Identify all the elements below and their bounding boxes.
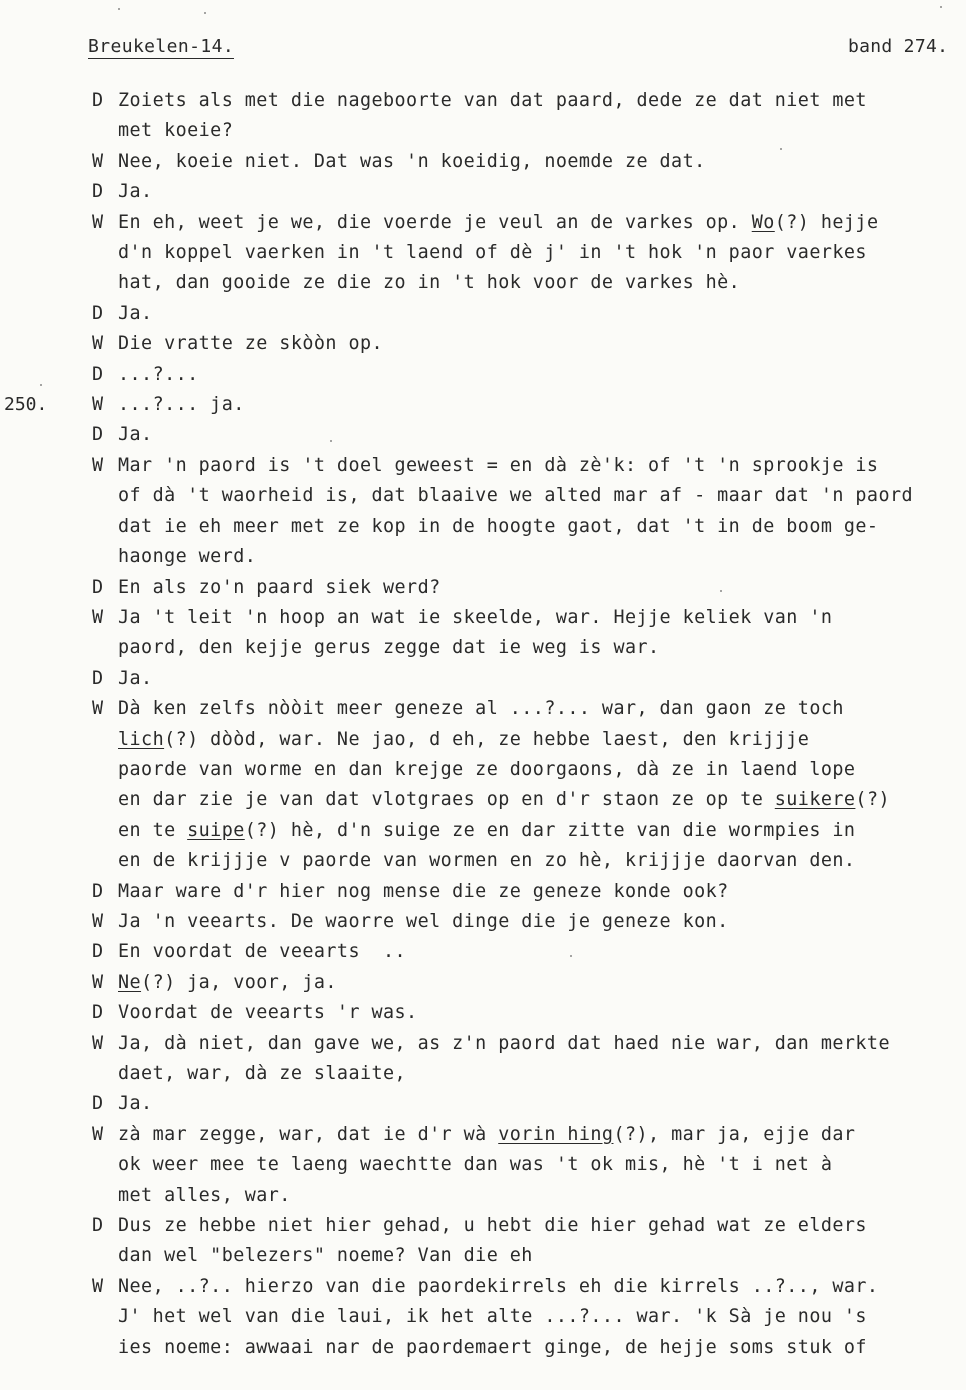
line-text [118, 360, 958, 390]
transcript-line [92, 573, 958, 603]
underlined-word: suikere [774, 789, 856, 811]
text-segment: (?) hè, d'n suige ze en dar zitte van die wormpies in [244, 819, 856, 841]
line-text [118, 512, 958, 542]
line-text [118, 116, 958, 146]
line-text [118, 633, 958, 663]
text-segment: ...?... [118, 363, 199, 385]
transcript-line [92, 998, 958, 1028]
transcript-line [92, 268, 958, 298]
text-segment: Ja 'n veearts. De waorre wel dinge die je geneze kon. [118, 910, 729, 932]
transcript-line [92, 238, 958, 268]
text-segment: Nee, ..?.. hierzo van die paordekirrels eh die kirrels ..?.., war. [118, 1275, 879, 1297]
line-text [118, 998, 958, 1028]
transcript-line [92, 1089, 958, 1119]
text-segment: dan wel "belezers" noeme? Van die eh [118, 1245, 533, 1267]
transcript-line [92, 785, 958, 815]
text-segment: en dar zie je van dat vlotgraes op en d'r staon ze op te [118, 789, 775, 811]
line-text [118, 268, 958, 298]
scan-speck [204, 12, 206, 14]
line-text [118, 846, 958, 876]
speaker-label: D [92, 302, 104, 324]
speaker-indent [92, 1150, 118, 1180]
speaker-label: D [92, 880, 104, 902]
text-segment: zà mar zegge, war, dat ie d'r wà [118, 1123, 499, 1145]
speaker-indent [92, 268, 118, 298]
transcript-line [92, 116, 958, 146]
text-segment: Ja, dà niet, dan gave we, as z'n paord dat haed nie war, dan merkte [118, 1032, 890, 1054]
scan-speck [40, 384, 42, 386]
line-text [118, 208, 958, 238]
text-segment: Nee, koeie niet. Dat was 'n koeidig, noemde ze dat. [118, 150, 706, 172]
text-segment: En eh, weet je we, die voerde je veul an de varkes op. [118, 211, 752, 233]
line-text [118, 1181, 958, 1211]
transcript-line [92, 968, 958, 998]
text-segment: Zoiets als met die nageboorte van dat paard, dede ze dat niet met [118, 90, 867, 111]
underlined-word: lich [118, 728, 165, 750]
speaker-label: D [92, 1002, 104, 1024]
margin-line-number: 250. [4, 394, 48, 415]
line-text [118, 968, 958, 998]
text-segment: met koeie? [118, 120, 234, 142]
header-location: Breukelen-14. [88, 36, 235, 57]
text-segment: J' het wel van die laui, ik het alte ...?... war. 'k Sà je nou 's [118, 1306, 867, 1328]
speaker-indent [92, 116, 118, 146]
speaker-indent [92, 1333, 118, 1363]
line-text [118, 1211, 958, 1241]
speaker-label: W [92, 1032, 104, 1054]
transcript-line [92, 1029, 958, 1059]
transcript-line [92, 907, 958, 937]
transcript-line [92, 512, 958, 542]
speaker-label: W [92, 1123, 104, 1145]
text-segment: paord, den kejje gerus zegge dat ie weg is war. [118, 637, 660, 659]
speaker-label: W [92, 698, 104, 720]
text-segment: Voordat de veearts 'r was. [118, 1002, 418, 1024]
speaker-label: D [92, 1215, 104, 1237]
speaker-label: W [92, 333, 104, 355]
underlined-word: Wo [751, 211, 775, 233]
transcript-line [92, 664, 958, 694]
transcript-line [92, 208, 958, 238]
transcript-line [92, 1302, 958, 1332]
line-text [118, 1150, 958, 1180]
text-segment: Dus ze hebbe niet hier gehad, u hebt die hier gehad wat ze elders [118, 1215, 867, 1237]
line-text [118, 664, 958, 694]
text-segment: ok weer mee te laeng waechtte dan was 't ok mis, hè 't i net à [118, 1154, 833, 1176]
line-text [118, 573, 958, 603]
speaker-indent [92, 1302, 118, 1332]
scan-speck [940, 6, 942, 8]
speaker-label: D [92, 941, 104, 963]
transcript-line [92, 420, 958, 450]
line-text [118, 907, 958, 937]
transcript-line [92, 86, 958, 116]
speaker-indent [92, 1241, 118, 1271]
speaker-label: W [92, 211, 104, 233]
text-segment: (?) hejje [774, 211, 879, 233]
text-segment: Ja. [118, 424, 153, 446]
transcript-line [92, 1120, 958, 1150]
transcript-body [92, 86, 958, 1363]
speaker-label: D [92, 90, 104, 111]
text-segment: hat, dan gooide ze die zo in 't hok voor de varkes hè. [118, 272, 741, 294]
line-text [118, 390, 958, 420]
speaker-label: D [92, 576, 104, 598]
line-text [118, 1059, 958, 1089]
line-text [118, 147, 958, 177]
text-segment: En als zo'n paard siek werd? [118, 576, 441, 598]
speaker-indent [92, 1181, 118, 1211]
header-tape-number: band 274. [848, 36, 949, 57]
speaker-label: W [92, 606, 104, 628]
text-segment: En voordat de veearts .. [118, 941, 407, 963]
text-segment: met alles, war. [118, 1184, 291, 1206]
text-segment: ...?... ja. [118, 394, 245, 416]
transcript-line [92, 1181, 958, 1211]
transcript-line [92, 937, 958, 967]
line-text [118, 1029, 958, 1059]
line-text [118, 755, 958, 785]
text-segment: Mar 'n paord is 't doel geweest = en dà zè'k: of 't 'n sprookje is [118, 454, 879, 476]
speaker-label: W [92, 454, 104, 476]
transcript-line [92, 177, 958, 207]
speaker-label: D [92, 1093, 104, 1115]
text-segment: Dà ken zelfs nòòit meer geneze al ...?... war, dan gaon ze toch [118, 698, 844, 720]
transcript-line [92, 451, 958, 481]
transcript-line [92, 542, 958, 572]
text-segment: paorde van worme en dan krejge ze doorgaons, dà ze in laend lope [118, 758, 856, 780]
speaker-indent [92, 785, 118, 815]
transcript-line [92, 603, 958, 633]
line-text [118, 481, 958, 511]
transcript-line [92, 877, 958, 907]
transcript-line [92, 816, 958, 846]
text-segment: Maar ware d'r hier nog mense die ze geneze konde ook? [118, 880, 729, 902]
speaker-indent [92, 755, 118, 785]
speaker-label: D [92, 181, 104, 203]
speaker-label: W [92, 910, 104, 932]
speaker-label: W [92, 971, 104, 993]
text-segment: (?) dòòd, war. Ne jao, d eh, ze hebbe laest, den krijjje [164, 728, 810, 750]
transcript-line [92, 481, 958, 511]
transcript-line [92, 329, 958, 359]
text-segment: Ja. [118, 667, 153, 689]
transcript-line [92, 299, 958, 329]
line-text [118, 785, 958, 815]
transcript-line [92, 725, 958, 755]
line-text [118, 299, 958, 329]
line-text [118, 603, 958, 633]
text-segment: en de krijjje v paorde van wormen en zo hè, krijjje daorvan den. [118, 850, 856, 872]
line-text [118, 177, 958, 207]
speaker-indent [92, 238, 118, 268]
scan-speck [570, 955, 572, 957]
speaker-indent [92, 542, 118, 572]
transcript-line [92, 1211, 958, 1241]
transcript-line [92, 755, 958, 785]
transcript-line [92, 633, 958, 663]
transcript-line [92, 360, 958, 390]
text-segment: en te [118, 819, 188, 841]
text-segment: d'n koppel vaerken in 't laend of dè j' in 't hok 'n paor vaerkes [118, 242, 867, 264]
text-segment: dat ie eh meer met ze kop in de hoogte gaot, dat 't in de boom ge- [118, 515, 879, 537]
line-text [118, 451, 958, 481]
line-text [118, 1302, 958, 1332]
text-segment: of dà 't waorheid is, dat blaaive we alted mar af - maar dat 'n paord [118, 485, 914, 507]
underlined-word: vorin hing [498, 1123, 614, 1145]
transcript-line [92, 1272, 958, 1302]
speaker-indent [92, 633, 118, 663]
speaker-label: W [92, 394, 104, 416]
underlined-word: Ne [118, 971, 142, 993]
speaker-label: D [92, 363, 104, 385]
line-text [118, 816, 958, 846]
transcript-line [92, 846, 958, 876]
line-text [118, 694, 958, 724]
scan-speck [118, 8, 120, 10]
speaker-indent [92, 481, 118, 511]
speaker-label: D [92, 667, 104, 689]
line-text [118, 1089, 958, 1119]
text-segment: ies noeme: awwaai nar de paordemaert ginge, de hejje soms stuk of [118, 1336, 867, 1358]
scan-speck [780, 148, 782, 150]
line-text [118, 877, 958, 907]
transcript-line [92, 694, 958, 724]
line-text [118, 937, 958, 967]
line-text [118, 1120, 958, 1150]
text-segment: Die vratte ze skòòn op. [118, 333, 384, 355]
line-text [118, 1333, 958, 1363]
line-text [118, 86, 958, 116]
text-segment: (?), mar ja, ejje dar [613, 1123, 856, 1145]
line-text [118, 542, 958, 572]
speaker-indent [92, 725, 118, 755]
text-segment: Ja. [118, 302, 153, 324]
speaker-label: W [92, 150, 104, 172]
transcript-line [92, 1333, 958, 1363]
scan-speck [720, 590, 722, 592]
speaker-indent [92, 816, 118, 846]
transcript-line [92, 390, 958, 420]
text-segment: (?) ja, voor, ja. [141, 971, 337, 993]
line-text [118, 420, 958, 450]
text-segment: daet, war, dà ze slaaite, [118, 1063, 407, 1084]
text-segment: Ja. [118, 181, 153, 203]
transcript-line [92, 147, 958, 177]
speaker-indent [92, 512, 118, 542]
transcript-line [92, 1150, 958, 1180]
text-segment: Ja. [118, 1093, 153, 1115]
transcript-line [92, 1059, 958, 1089]
line-text [118, 329, 958, 359]
line-text [118, 725, 958, 755]
line-text [118, 1241, 958, 1271]
speaker-indent [92, 846, 118, 876]
speaker-label: D [92, 424, 104, 446]
text-segment: haonge werd. [118, 546, 257, 568]
underlined-word: suipe [187, 819, 245, 841]
speaker-indent [92, 1059, 118, 1089]
text-segment: (?) [855, 789, 890, 811]
text-segment: Ja 't leit 'n hoop an wat ie skeelde, war. Hejje keliek van 'n [118, 606, 833, 628]
line-text [118, 1272, 958, 1302]
transcript-line [92, 1241, 958, 1271]
scan-speck [330, 440, 332, 442]
speaker-label: W [92, 1275, 104, 1297]
line-text [118, 238, 958, 268]
